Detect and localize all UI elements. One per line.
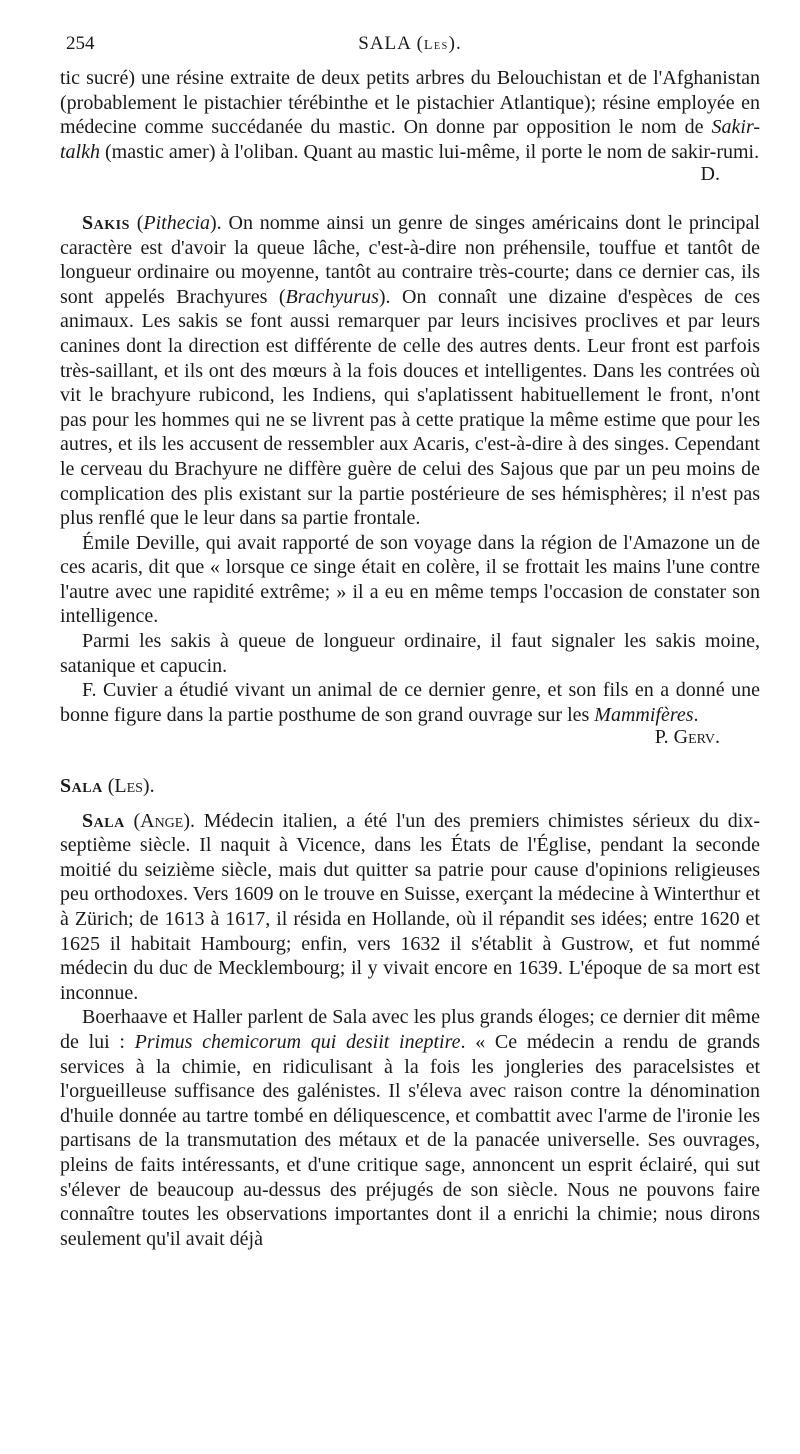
sakis-p4-text-a: F. Cuvier a étudié vivant un animal de ce dernier genre, et son fils en a donné une bonne figure dans la partie posthume de son grand ouvrage sur les	[60, 679, 760, 726]
sala-given-name: Ange	[140, 809, 184, 832]
signature-gerv-sc: erv	[688, 726, 715, 749]
running-title-main: SALA (	[358, 33, 424, 54]
page-number: 254	[66, 33, 95, 54]
sala-given-open: (	[124, 809, 141, 832]
sakis-latin: Pithecia	[143, 211, 210, 234]
continuation-italic: Sakir-talkh	[60, 116, 760, 163]
continuation-text-2: (mastic amer) à l'oliban. Quant au mastic lui-même, il porte le nom de sakir-rumi.	[100, 140, 760, 163]
sakis-latin-close: ).	[210, 211, 222, 234]
signature-gerv	[60, 725, 760, 750]
sala-headword: Sala	[82, 809, 125, 832]
sakis-paragraph-2: Émile Deville, qui avait rapporté de son voyage dans la région de l'Amazone un de ces acaris, dit que « lorsque ce singe était en colère, il se frottait les mains l'une contre l'autre avec une rapidité extrême; » il a eu en même temps l'occasion de constater son intelligence.	[60, 531, 760, 628]
sala-paragraph-2	[60, 1005, 760, 1251]
sakis-latin-open: (	[129, 211, 144, 234]
sakis-paragraph-1	[60, 211, 760, 531]
heading-gap	[60, 799, 760, 809]
sakis-p4-italic: Mammifères	[594, 703, 694, 726]
sala-p2-text-a: Boerhaave et Haller parlent de Sala avec les plus grands éloges; ce dernier dit même de lui :	[60, 1006, 760, 1053]
running-title-sc: Les	[423, 38, 449, 53]
sakis-headword: Sakis	[82, 211, 130, 234]
sakis-paragraph-4	[60, 678, 760, 727]
sala-section-open: (	[102, 775, 115, 798]
continuation-paragraph	[60, 66, 760, 164]
continuation-text-1: tic sucré) une résine extraite de deux petits arbres du Belouchistan et de l'Afghanistan (probablement le pistachier térébinthe et le pistachier Atlantique); résine employée en médecine comme succédanée du mastic. On donne par opposition le nom de	[60, 67, 760, 139]
sala-given-close: ).	[183, 809, 196, 832]
sala-section-heading	[60, 774, 760, 799]
sala-section-close: ).	[142, 775, 155, 798]
article-gap	[60, 750, 760, 774]
sakis-p1-text-b: ). On connaît une dizaine d'espèces de ces animaux. Les sakis se font aussi remarquer par leurs incisives proclives et par leurs canines dont la direction est différente de celle des autres dents. Leur front est parfois très-saillant, et ils ont des mœurs à la fois douces et intelligentes. Dans les contrées où vit le brachyure rubicond, les Indiens, qui s'aplatissent habituellement le front, n'ont pas pour les hommes qui ne se livrent pas à cette pratique la même estime que pour les autres, et ils les accusent de ressembler aux Acaris, c'est-à-dire à des singes. Cependant le cerveau du Brachyure ne diffère guère de celui des Sajous que par un peu moins de complication des plis existant sur la partie postérieure de ses hémisphères; il n'est pas plus renflé que le leur dans sa partie frontale.	[60, 285, 760, 530]
sakis-paragraph-3: Parmi les sakis à queue de longueur ordinaire, il faut signaler les sakis moine, satanique et capucin.	[60, 630, 760, 677]
signature-d: D.	[700, 163, 720, 186]
sala-section-headword: Sala	[60, 775, 103, 798]
sala-section-sc: Les	[114, 775, 143, 798]
signature-gerv-main: P. G	[654, 726, 689, 749]
sala-p1-text: Médecin italien, a été l'un des premiers chimistes sérieux du dix-septième siècle. Il naquit à Vicence, dans les États de l'Église, pendant la seconde moitié du seizième siècle, mais dut quitter sa patrie pour cause d'opinions religieuses peu orthodoxes. Vers 1609 on le trouve en Suisse, exerçant la médecine à Winterthur et à Zürich; de 1613 à 1617, il résida en Hollande, où il répandit ses idées; entre 1620 et 1625 il habitait Hambourg; enfin, vers 1632 il s'établit à Gustrow, et fut nommé médecin du duc de Mecklembourg; il y vivait encore en 1639. L'époque de sa mort est inconnue.	[60, 809, 760, 1004]
article-gap	[60, 187, 760, 211]
signature-gerv-end: .	[715, 726, 720, 749]
sakis-p1-italic: Brachyurus	[285, 285, 379, 308]
sala-p2-italic: Primus chemicorum qui desiit ineptire	[134, 1030, 461, 1053]
sala-paragraph-1	[60, 809, 760, 1006]
running-title-end: ).	[448, 33, 462, 54]
running-title	[60, 32, 760, 59]
sala-p2-text-b: . « Ce médecin a rendu de grands services à la chimie, en ridiculisant à la fois les jongleries des paracelsistes et l'orgueilleuse suffisance des galénistes. Il s'éleva avec raison contre la dénomination d'huile donnée au tartre tombé en déliquescence, et combattit avec l'arme de l'ironie les partisans de la transmutation des métaux et de la panacée universelle. Ses ouvrages, pleins de faits intéressants, et d'une critique sage, annoncent un esprit éclairé, qui sut s'élever de beaucoup au-dessus des préjugés de son siècle. Nous ne pouvons faire connaître toutes les observations importantes dont il a enrichi la chimie; nous dirons seulement qu'il avait déjà	[60, 1030, 761, 1250]
sakis-p1-text-a: On nomme ainsi un genre de singes américains dont le principal caractère est d'avoir la queue lâche, c'est-à-dire non préhensile, touffue et tantôt de longueur ordinaire ou moyenne, tantôt au contraire très-courte; dans ce dernier cas, ils sont appelés Brachyures (	[60, 211, 760, 308]
running-head	[60, 26, 760, 66]
sakis-p4-text-b: .	[693, 703, 699, 726]
